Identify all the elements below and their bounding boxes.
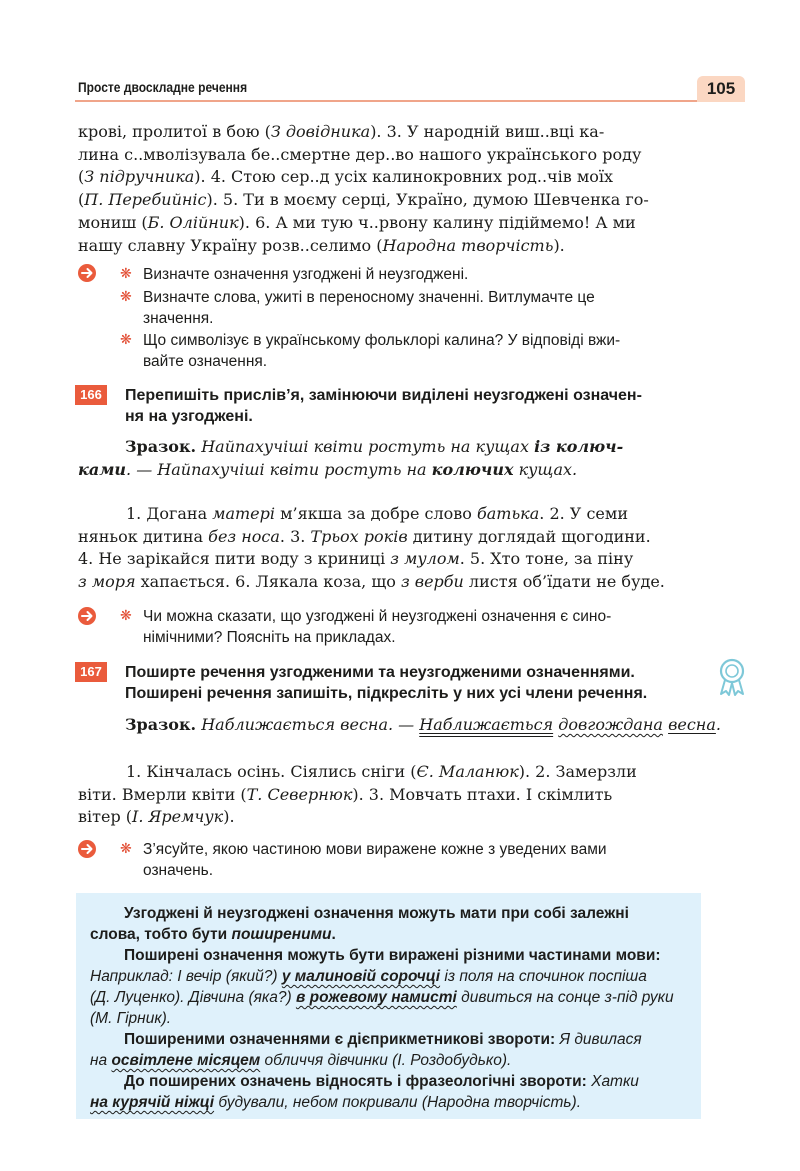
example-phrase: у малиновій сорочці: [281, 968, 441, 985]
task-item: значення.: [143, 310, 214, 327]
predicate-word: Наближається: [419, 715, 554, 734]
snowflake-icon: ❋: [120, 608, 132, 624]
exercise-167-sentences: 1. Кінчалась осінь. Сіялись сніги (Є. Маланюк). 2. Замерзли віти. Вмерли квіти (Т. Севернюк). 3. Мовчать птахи. І скімлить вітер (І. Яремчук).: [78, 762, 637, 827]
task-item: вайте означення.: [143, 353, 268, 370]
task-item: означень.: [143, 862, 214, 879]
text-line: (З підручника). 4. Стою сер..д усіх калинокровних род..чів моїх: [78, 167, 614, 187]
text-line: крові, пролитої в бою (З довідника). 3. У народній виш..вці ка-: [78, 122, 605, 141]
snowflake-icon: ❋: [120, 289, 132, 305]
exercise-167-sample: Зразок. Наближається весна. — Наближається довгождана весна.: [125, 715, 721, 734]
snowflake-icon: ❋: [120, 266, 132, 282]
tasks-block-b: [143, 606, 611, 648]
attribute-word: довгождана: [558, 715, 663, 734]
subject-word: весна: [668, 715, 716, 734]
arrow-icon: [78, 607, 96, 625]
arrow-icon: [78, 264, 96, 282]
exercise-number-166: 166: [75, 385, 107, 405]
task-item: Визначте слова, ужиті в переносному значенні. Витлумачте це: [143, 289, 595, 306]
exercise-166-sample: Зразок. Найпахучіші квіти ростуть на кущах із колюч- ками. — Найпахучіші квіти ростуть на колючих кущах.: [78, 437, 624, 479]
example-phrase: на курячій ніжці: [90, 1094, 215, 1111]
page-number: 105: [697, 76, 745, 102]
exercise-166-task: Перепишіть прислів’я, замінюючи виділені неузгоджені означен- ня на узгоджені.: [125, 387, 642, 425]
ribbon-badge-icon: [714, 657, 750, 701]
tasks-block-a: [143, 264, 620, 372]
example-phrase: освітлене місяцем: [111, 1052, 261, 1069]
exercise-166-proverbs: 1. Догана матері м’якша за добре слово батька. 2. У семи няньок дитина без носа. 3. Трьох років дитину доглядай щогодини. 4. Не зарікайся пити воду з криниці з мулом. 5. Хто тоне, за піну з моря хапається. 6. Лякала коза, що з верби листя об’їдати не буде.: [78, 504, 665, 592]
task-item: З’ясуйте, якою частиною мови виражене кожне з уведених вами: [143, 841, 607, 858]
snowflake-icon: ❋: [120, 841, 132, 857]
exercise-167-task: Поширте речення узгодженими та неузгодженими означеннями. Поширені речення запишіть, підкресліть у них усі члени речення.: [125, 664, 648, 702]
running-title: Просте двоскладне речення: [78, 79, 248, 95]
snowflake-icon: ❋: [120, 332, 132, 348]
text-line: лина с..мволізувала бе..смертне дер..во нашого українського роду: [78, 144, 642, 164]
task-item: Чи можна сказати, що узгоджені й неузгоджені означення є сино-: [143, 608, 612, 625]
task-item: Що символізує в українському фольклорі калина? У відповіді вжи-: [143, 332, 621, 349]
intro-paragraph: [78, 121, 700, 257]
exercise-number-167: 167: [75, 662, 107, 682]
example-phrase: в рожевому намисті: [295, 989, 457, 1006]
text-line: (П. Перебийніс). 5. Ти в моєму серці, Україно, думою Шевченка го-: [78, 190, 649, 210]
text-line: мониш (Б. Олійник). 6. А ми тую ч..рвону калину підіймемо! А ми: [78, 212, 636, 232]
task-item: німічними? Поясніть на прикладах.: [143, 629, 396, 646]
text-line: нашу славну Україну розв..селимо (Народна творчість).: [78, 235, 565, 255]
header-rule: [75, 100, 697, 102]
rule-text: Узгоджені й неузгоджені означення можуть мати при собі залежні слова, тобто бути поширеними. Поширені означення можуть бути виражені різними частинами мови: Наприклад: І вечір (який?) у малиновій сорочці із поля на спочинок поспіша (Д. Луценко). Дівчина (яка?) в рожевому намисті дивиться на сонце з-під руки (М. Гірник). Поширеними означеннями є дієприкметникові звороти: Я дивилася на освітлене місяцем обличчя дівчинки (І. Роздобудько). До поширених означень відносять і фразеологічні звороти: Хатки на курячій ніжці будували, небом покривали (Народна творчість).: [90, 905, 674, 1111]
tasks-block-c: [143, 839, 607, 881]
arrow-icon: [78, 840, 96, 858]
task-item: Визначте означення узгоджені й неузгоджені.: [143, 266, 469, 283]
